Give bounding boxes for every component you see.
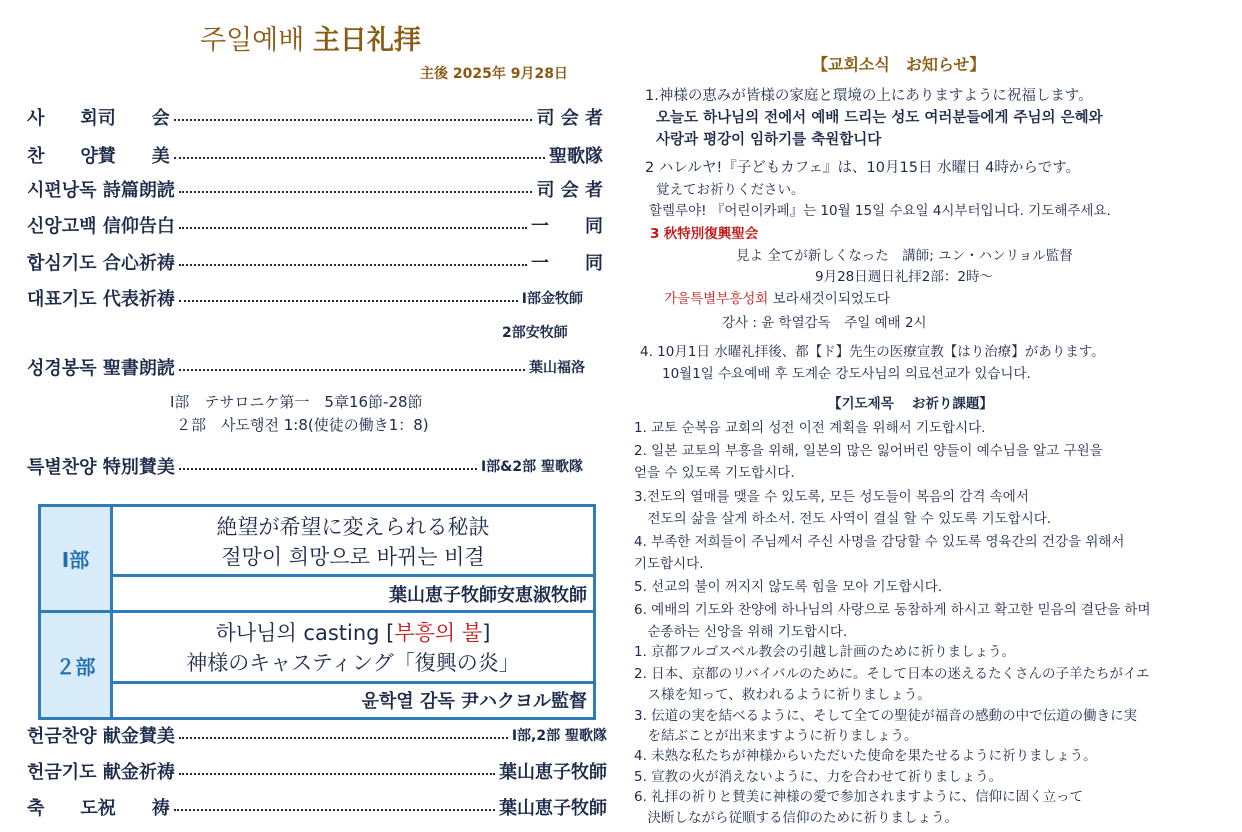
sermon-title-line1 <box>113 618 593 648</box>
news-item4-line2: 10월1일 수요예배 후 도계순 강도사님의 의료선교가 있습니다. <box>662 366 1031 382</box>
sermon-part-label: Ⅰ部 <box>40 506 112 612</box>
order-label: 축 도祝 祷 <box>27 798 170 819</box>
title-japanese: 主日礼拝 <box>312 25 421 56</box>
prayer-line-ja: 3. 伝道の実を結べるように、そして全ての聖徒が福音の感動の中で伝道の働きに実 <box>634 708 1138 724</box>
order-row-creed <box>27 213 603 237</box>
leader-dots <box>174 119 533 121</box>
order-value: Ⅰ部&2部 聖歌隊 <box>480 459 583 475</box>
news-item2-line2: 覚えてお祈りください。 <box>656 182 805 198</box>
sermon-title-line1: 絶望が希望に変えられる秘訣 <box>216 514 490 539</box>
sermon-title <box>112 506 595 576</box>
leader-dots <box>179 737 508 739</box>
news-item3-korean-title: 가을특별부흥성회 <box>664 291 769 307</box>
leader-dots <box>174 809 495 811</box>
prayer-line-ja: 1. 京都フルゴスペル教会の引越し計画のために祈りましょう。 <box>634 644 1016 660</box>
prayer-line-ja: 決断しながら従順する信仰のために祈りましょう。 <box>634 810 958 826</box>
order-label: 시편낭독 詩篇朗読 <box>27 180 175 201</box>
news-item3-title <box>650 222 758 242</box>
order-value: 司 会 者 <box>536 108 603 129</box>
order-value: 一 同 <box>531 216 603 237</box>
news-item3-line3: 9月28日週日礼拝2部：2時～ <box>815 269 993 285</box>
leader-dots <box>179 227 527 229</box>
prayer-line: 기도합시다. <box>634 556 704 572</box>
news-item1-line1: 1.神様の恵みが皆様の家庭と環境の上にありますように祝福します。 <box>645 88 1093 104</box>
leader-dots <box>179 773 495 775</box>
prayer-line: 순종하는 신앙을 위해 기도합시다. <box>634 624 848 640</box>
order-row-scripture <box>27 355 585 379</box>
news-item3-korean-rest: 보라새것이되었도다 <box>772 291 890 307</box>
prayer-line-ja: 6. 礼拝の祈りと賛美に神様の愛で参加されますように、信仰に固く立って <box>634 789 1084 805</box>
sermon-title-highlight: 부흥의 불 <box>394 621 483 646</box>
order-value-second: 2部安牧師 <box>502 325 568 341</box>
prayer-line: 전도의 삶을 살게 하소서. 전도 사역이 결실 할 수 있도록 기도합시다. <box>634 511 1052 527</box>
sermon-preacher: 葉山恵子牧師安恵淑牧師 <box>112 576 595 612</box>
sermon-table <box>38 504 596 720</box>
order-label: 사 회司 会 <box>27 108 170 129</box>
news-item2-line1: 2 ハレルヤ!『子どもカフェ』は、10月15日 水曜日 4時からです。 <box>645 160 1081 176</box>
prayer-line-ja: 4. 未熟な私たちが神様からいただいた使命を果たせるように祈りましょう。 <box>634 748 1097 764</box>
reading-part1: Ⅰ部 テサロニケ第一 5章16節-28節 <box>170 393 423 411</box>
order-label: 헌금기도 献金祈祷 <box>27 762 175 783</box>
order-label: 헌금찬양 献金賛美 <box>27 726 175 747</box>
news-heading: 【교회소식 お知らせ】 <box>812 55 986 74</box>
order-label: 성경봉독 聖書朗読 <box>27 358 175 379</box>
order-row-presiding <box>27 105 603 129</box>
order-label: 찬 양賛 美 <box>27 146 170 167</box>
order-value: 葉山恵子牧師 <box>499 762 607 783</box>
prayer-line-ja: 2. 日本、京都のリバイバルのために。そして日本の迷えるたくさんの子羊たちがイエ <box>634 666 1150 682</box>
prayer-line: 5. 선교의 불이 꺼지지 않도록 힘을 모아 기도합시다. <box>634 579 943 595</box>
news-item3-korean <box>664 287 890 307</box>
sermon-title-pre: 하나님의 casting [ <box>215 621 395 646</box>
order-value: 聖歌隊 <box>549 146 603 167</box>
prayer-line: 1. 교토 순복음 교회의 성전 이전 계획을 위해서 기도합시다. <box>634 420 986 436</box>
sermon-title-post: ] <box>482 621 491 646</box>
leader-dots <box>179 264 527 266</box>
order-row-representative-prayer <box>27 286 583 310</box>
prayer-line: 2. 일본 교토의 부흥을 위해, 일본의 많은 잃어버린 양들이 예수님을 알고 구원을 <box>634 443 1103 459</box>
prayer-line: 3.전도의 열매를 맺을 수 있도록, 모든 성도들이 복음의 감격 속에서 <box>634 489 1029 505</box>
prayer-line: 4. 부족한 저희들이 주님께서 주신 사명을 감당할 수 있도록 영육간의 건강을 위해서 <box>634 534 1125 550</box>
order-value: 葉山恵子牧師 <box>499 798 607 819</box>
sermon-title <box>112 612 595 682</box>
order-value: 葉山福洛 <box>529 360 585 376</box>
sermon-title-line2: 神様のキャスティング「復興の炎」 <box>186 651 520 676</box>
order-value: Ⅰ部金牧師 <box>521 291 583 307</box>
order-label: 대표기도 代表祈祷 <box>27 289 175 310</box>
leader-dots <box>179 300 518 302</box>
page-title <box>200 18 421 57</box>
prayer-line: 얻을 수 있도록 기도합시다. <box>634 465 795 481</box>
order-value: 司 会 者 <box>536 180 603 201</box>
news-item3-line2: 見よ 全てが新しくなった 講師; ユン・ハンリョル監督 <box>736 248 1073 264</box>
order-label: 특별찬양 特別賛美 <box>27 457 175 478</box>
leader-dots <box>179 369 525 371</box>
sermon-title-line2: 절망이 희망으로 바뀌는 비결 <box>221 544 485 569</box>
prayer-line: 6. 예배의 기도와 찬양에 하나님의 사랑으로 동참하게 하시고 확고한 믿음의 결단을 하며 <box>634 602 1151 618</box>
news-item3-number: 3 <box>650 226 660 242</box>
prayer-heading: 【기도제목 お祈り課題】 <box>828 396 993 412</box>
reading-part2: ２部 사도행전 1:8(使徒の働き1：8) <box>176 416 429 434</box>
news-item4-line1: 4. 10月1日 水曜礼拝後、都【ド】先生の医療宣教【はり治療】があります。 <box>640 344 1105 360</box>
prayer-line-ja: 5. 宣教の火が消えないように、力を合わせて祈りましょう。 <box>634 769 1003 785</box>
title-korean: 주일예배 <box>200 25 305 56</box>
order-row-united-prayer <box>27 250 603 274</box>
order-row-offering-praise <box>27 723 607 747</box>
service-date: 主後 2025年 9月28日 <box>420 66 568 82</box>
sermon-preacher: 윤학열 감독 尹ハクヨル監督 <box>112 682 595 718</box>
order-value: 一 同 <box>531 253 603 274</box>
leader-dots <box>179 191 533 193</box>
news-item3-title-text: 秋特別復興聖会 <box>663 226 759 242</box>
prayer-line-ja: を結ぶことが出来ますように祈りましょう。 <box>634 728 918 744</box>
order-value: Ⅰ部,2部 聖歌隊 <box>511 728 607 744</box>
news-item1-line3: 사랑과 평강이 임하기를 축원합니다 <box>656 132 882 148</box>
order-row-benediction <box>27 795 607 819</box>
news-item2-line3: 할렐루야! 『어린이카페』는 10월 15일 수요일 4시부터입니다. 기도해주세요. <box>649 203 1111 219</box>
prayer-line-ja: ス様を知って、救われるように祈りましょう。 <box>634 687 931 703</box>
leader-dots <box>179 468 477 470</box>
order-label: 신앙고백 信仰告白 <box>27 216 175 237</box>
news-item3-line5: 강사 : 윤 학열감독 주일 예배 2시 <box>722 315 927 331</box>
order-row-psalm <box>27 177 603 201</box>
sermon-part-label: ２部 <box>40 612 112 719</box>
news-item1-line2: 오늘도 하나님의 전에서 예배 드리는 성도 여러분들에게 주님의 은혜와 <box>656 110 1103 126</box>
order-label: 합심기도 合心祈祷 <box>27 253 175 274</box>
order-row-special-praise <box>27 454 583 478</box>
order-row-praise <box>27 143 603 167</box>
leader-dots <box>174 157 545 159</box>
order-row-offering-prayer <box>27 759 607 783</box>
